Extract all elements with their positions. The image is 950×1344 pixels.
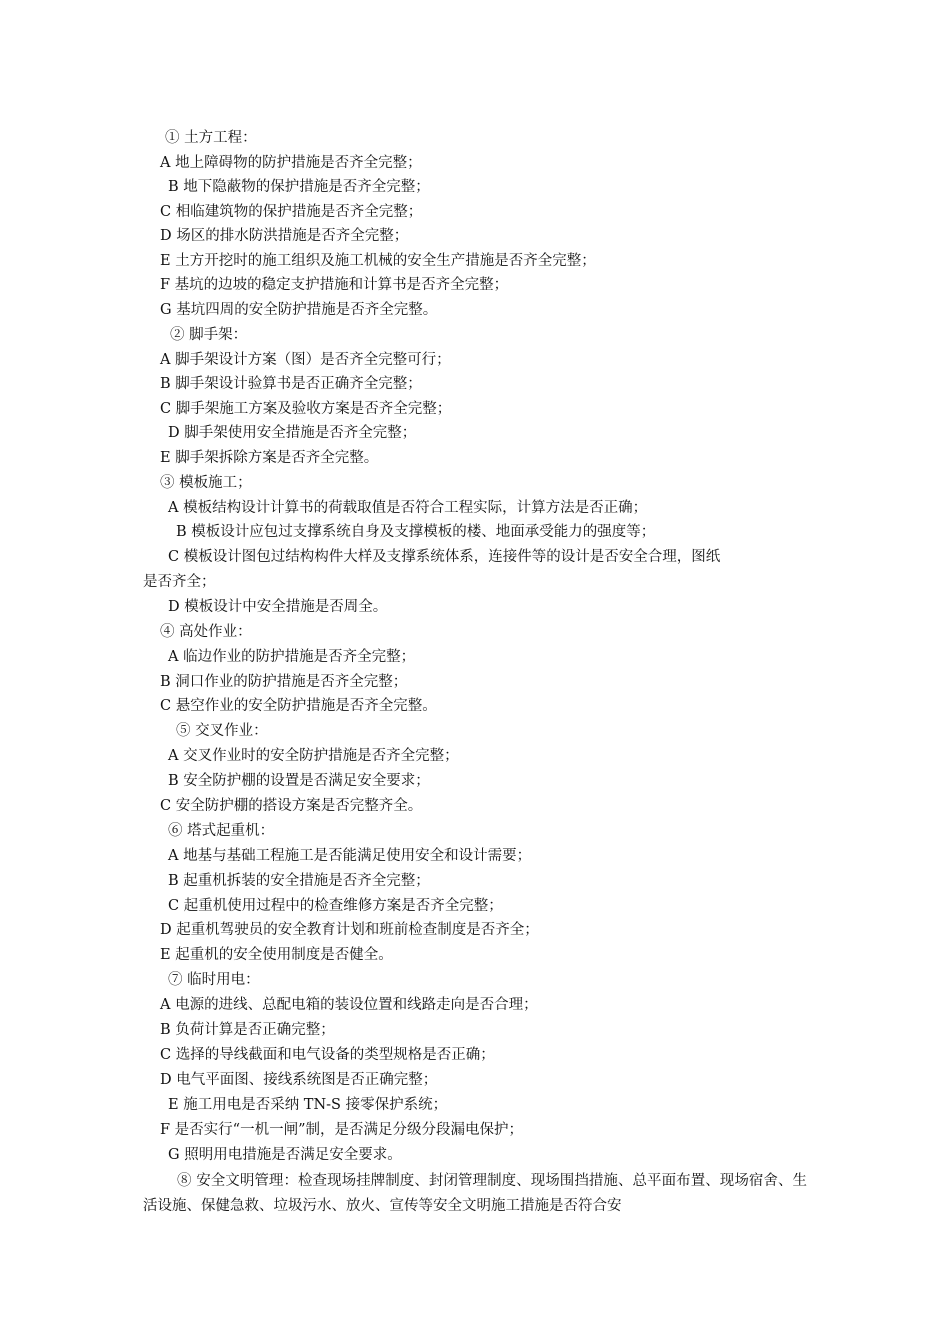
list-item: C 脚手架施工方案及验收方案是否齐全完整； — [160, 401, 452, 417]
list-item-continuation: 是否齐全； — [143, 574, 216, 590]
section-paragraph-civilized-management: ⑧ 安全文明管理：检查现场挂牌制度、封闭管理制度、现场围挡措施、总平面布置、现场宿舍、生活设施、保健急救、垃圾污水、放火、宣传等安全文明施工措施是否符合安 — [143, 1173, 807, 1214]
list-item: C 起重机使用过程中的检查维修方案是否齐全完整； — [168, 898, 503, 914]
section-heading-cross-operation: ⑤ 交叉作业： — [176, 723, 268, 739]
list-item: B 起重机拆装的安全措施是否齐全完整； — [168, 873, 430, 889]
list-item: D 脚手架使用安全措施是否齐全完整； — [168, 425, 417, 441]
list-item: A 地基与基础工程施工是否能满足使用安全和设计需要； — [168, 848, 532, 864]
list-item: A 地上障碍物的防护措施是否齐全完整； — [160, 155, 422, 171]
list-item: D 起重机驾驶员的安全教育计划和班前检查制度是否齐全； — [160, 922, 539, 938]
list-item: G 基坑四周的安全防护措施是否齐全完整。 — [160, 302, 438, 318]
section-heading-formwork: ③ 模板施工； — [160, 475, 252, 491]
list-item: E 土方开挖时的施工组织及施工机械的安全生产措施是否齐全完整； — [160, 253, 596, 269]
section-heading-work-at-height: ④ 高处作业： — [160, 624, 252, 640]
list-item: D 场区的排水防洪措施是否齐全完整； — [160, 228, 409, 244]
list-item: C 安全防护棚的搭设方案是否完整齐全。 — [160, 798, 423, 814]
list-item: B 负荷计算是否正确完整； — [160, 1022, 335, 1038]
section-heading-tower-crane: ⑥ 塔式起重机： — [168, 823, 275, 839]
list-item: C 相临建筑物的保护措施是否齐全完整； — [160, 204, 423, 220]
list-item: G 照明用电措施是否满足安全要求。 — [168, 1147, 402, 1163]
list-item: A 电源的进线、总配电箱的装设位置和线路走向是否合理； — [160, 997, 538, 1013]
list-item: E 施工用电是否采纳 TN-S 接零保护系统； — [168, 1097, 448, 1113]
list-item: B 地下隐蔽物的保护措施是否齐全完整； — [168, 179, 430, 195]
list-item: A 交叉作业时的安全防护措施是否齐全完整； — [168, 748, 459, 764]
list-item: C 悬空作业的安全防护措施是否齐全完整。 — [160, 698, 437, 714]
list-item: F 是否实行“一机一闸”制，是否满足分级分段漏电保护； — [160, 1122, 523, 1138]
list-item: B 脚手架设计验算书是否正确齐全完整； — [160, 376, 422, 392]
list-item: D 电气平面图、接线系统图是否正确完整； — [160, 1072, 438, 1088]
section-heading-scaffolding: ② 脚手架： — [170, 327, 248, 343]
list-item: A 模板结构设计计算书的荷载取值是否符合工程实际，计算方法是否正确； — [168, 500, 648, 516]
list-item: F 基坑的边坡的稳定支护措施和计算书是否齐全完整； — [160, 277, 509, 293]
list-item: A 临边作业的防护措施是否齐全完整； — [168, 649, 416, 665]
list-item: C 选择的导线截面和电气设备的类型规格是否正确； — [160, 1047, 495, 1063]
list-item: C 模板设计图包过结构构件大样及支撑系统体系，连接件等的设计是否安全合理，图纸 — [168, 549, 721, 565]
section-heading-earthwork: ① 土方工程： — [165, 130, 257, 146]
list-item: B 洞口作业的防护措施是否齐全完整； — [160, 674, 408, 690]
list-item: E 脚手架拆除方案是否齐全完整。 — [160, 450, 379, 466]
list-item: B 模板设计应包过支撑系统自身及支撑模板的楼、地面承受能力的强度等； — [176, 524, 656, 540]
list-item: A 脚手架设计方案（图）是否齐全完整可行； — [160, 352, 451, 368]
section-heading-temporary-power: ⑦ 临时用电： — [168, 972, 260, 988]
list-item: B 安全防护棚的设置是否满足安全要求； — [168, 773, 430, 789]
list-item: D 模板设计中安全措施是否周全。 — [168, 599, 388, 615]
list-item: E 起重机的安全使用制度是否健全。 — [160, 947, 393, 963]
